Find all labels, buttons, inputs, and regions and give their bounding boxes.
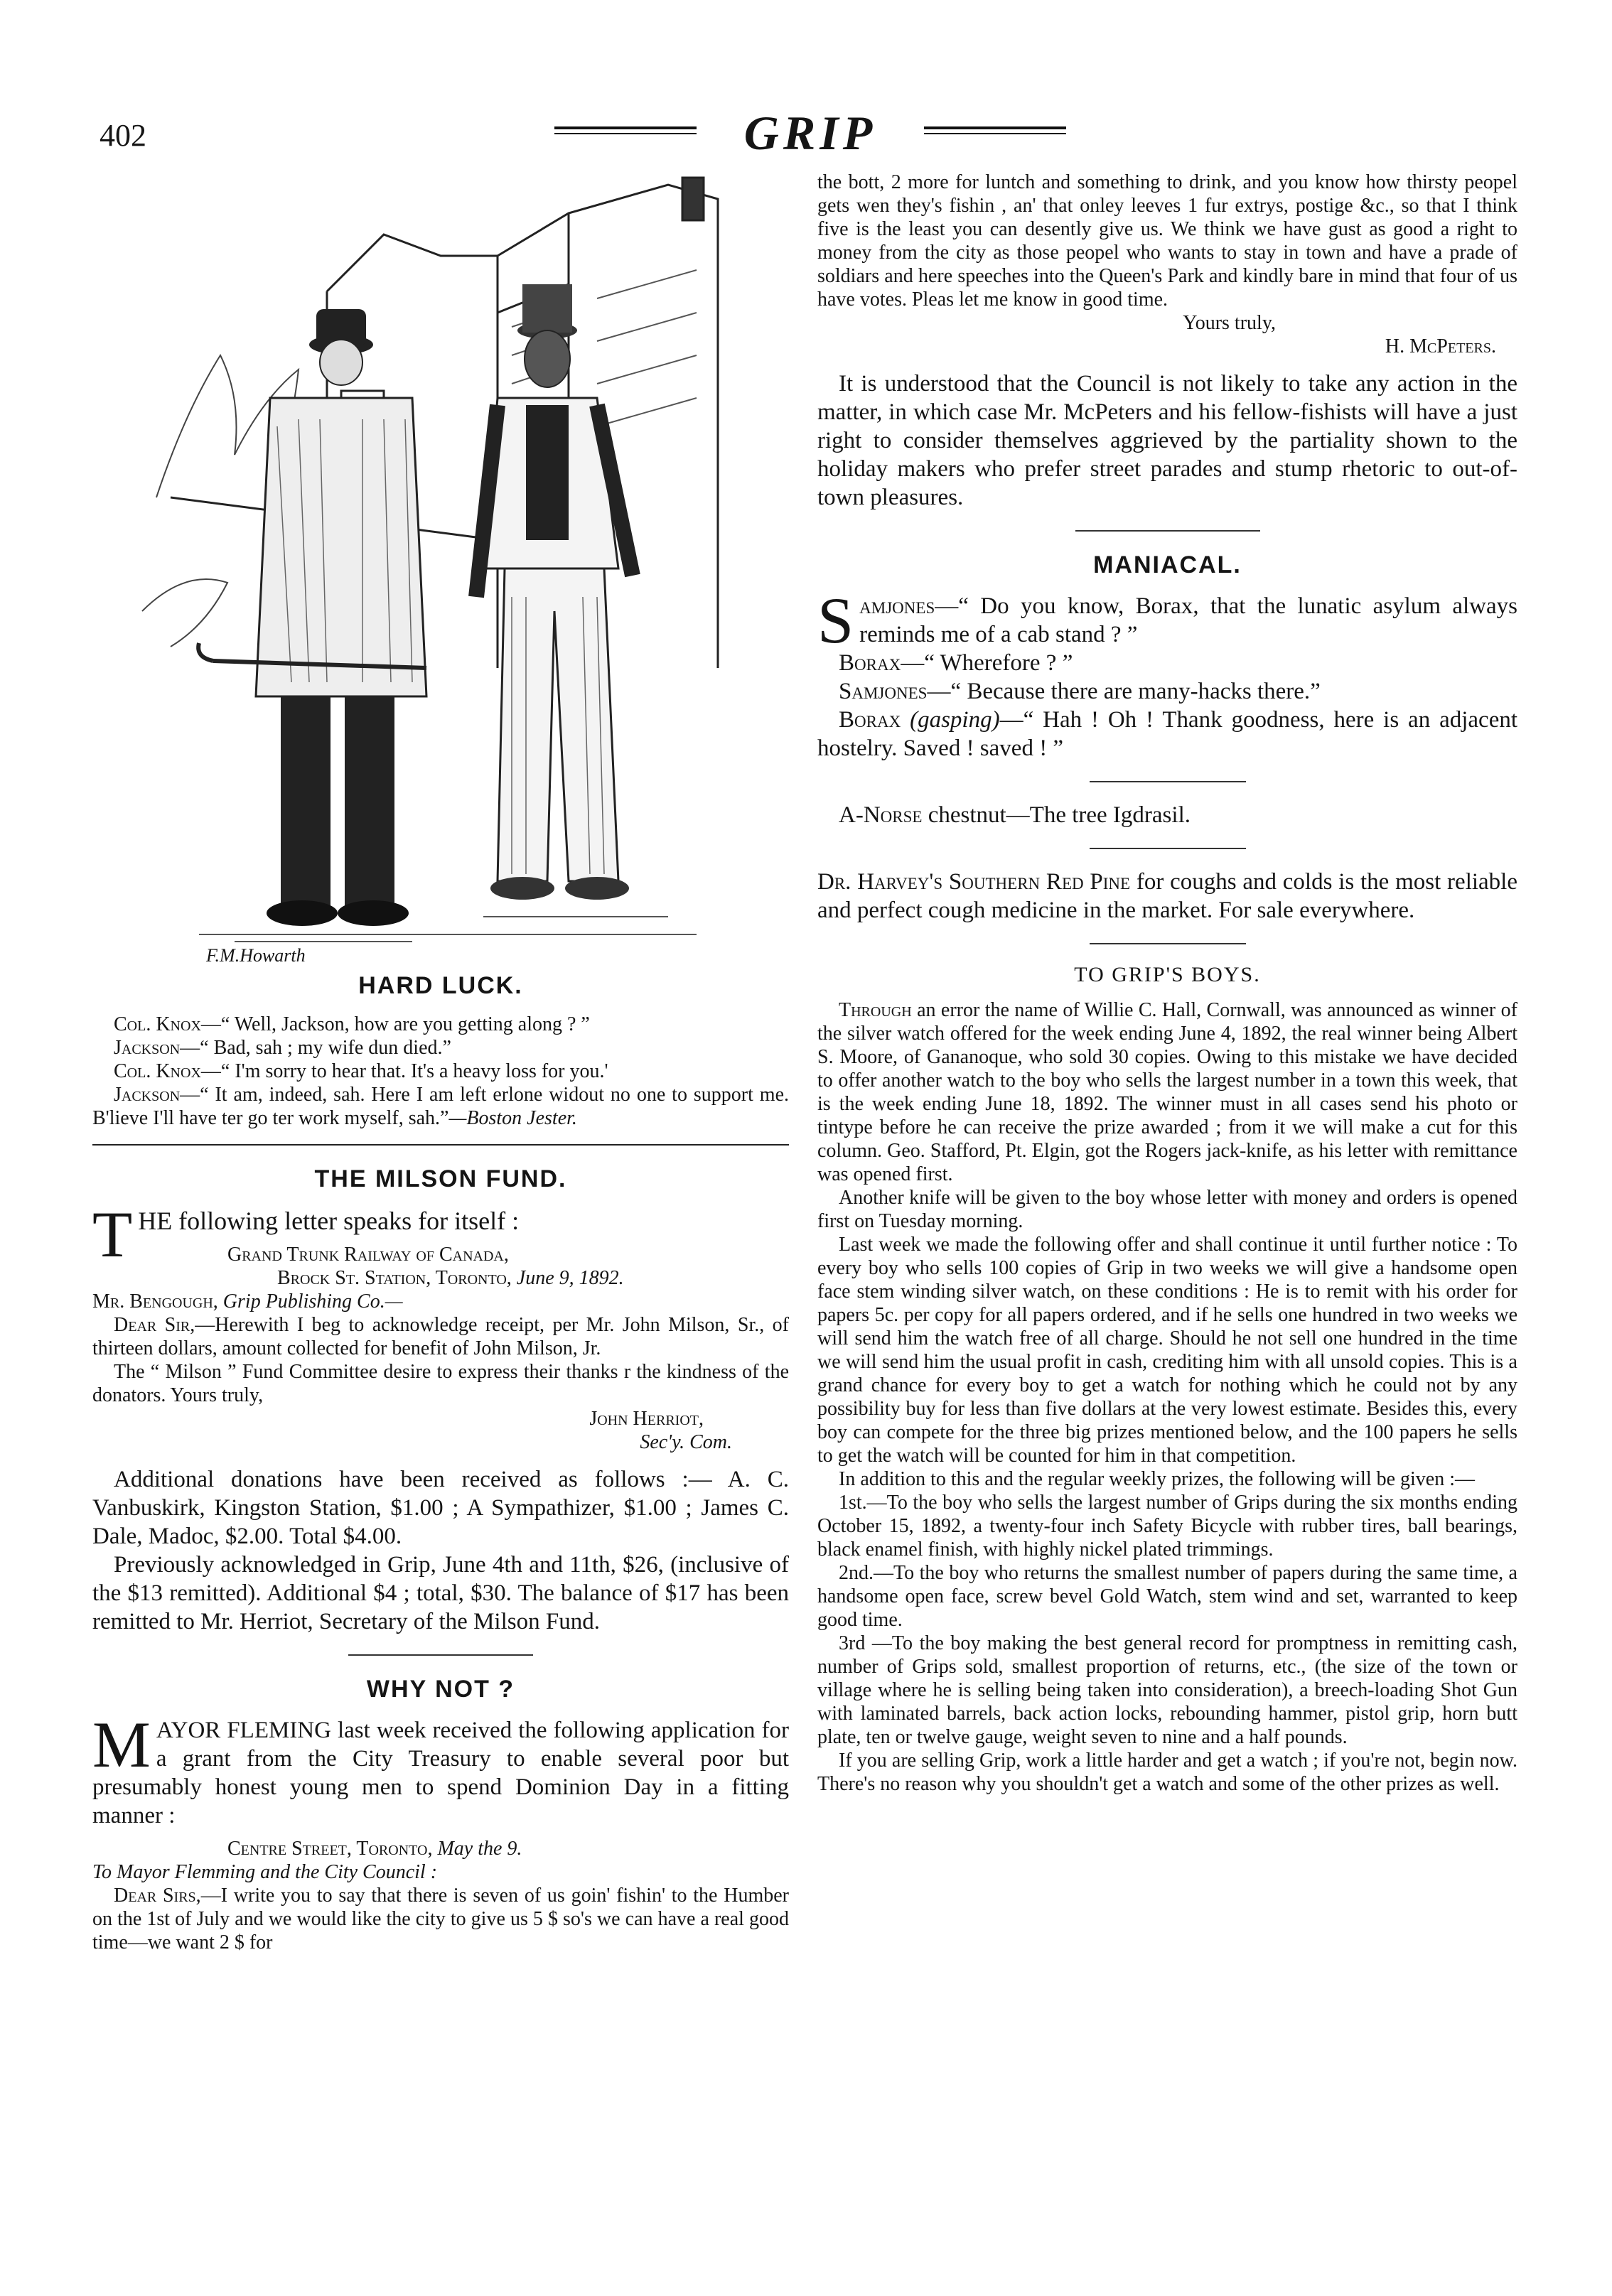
maniacal-heading: MANIACAL. <box>1093 551 1242 578</box>
quip-lead: A-Norse <box>839 802 923 828</box>
letter-text: the bott, 2 more for luntch and something to drink, and you know how thirsty peopel gets wen they's fishin , an' that onley leeves 1 fur extrys, postige &c., so that I think five is the least you can desently give us. We think we have gust as good a right to money from the city as those peopel who wants to stay in town and have a prade of soldiars and here speeches into the Queen's Park and kindly bare in mind that four of us have votes. Pleas let me know in good time. <box>817 171 1517 311</box>
dialogue-line <box>817 649 1517 677</box>
letter-date: May the 9. <box>437 1838 522 1860</box>
speaker: Borax <box>839 650 901 676</box>
section-separator <box>1075 530 1260 532</box>
ad-text: for coughs and colds is the most reliable and perfect cough medicine in the market. For sale everywhere. <box>817 869 1517 923</box>
section-separator <box>1090 848 1246 849</box>
dialogue-text: —“ Because there are many-hacks there.” <box>927 679 1321 704</box>
section-separator <box>348 1654 533 1656</box>
letter-signer: H. McPeters. <box>1385 335 1496 357</box>
letter-body <box>92 1884 789 1954</box>
body-paragraph: Another knife will be given to the boy whose letter with money and orders is opened first on Tuesday morning. <box>817 1187 1517 1232</box>
masthead-rule-left <box>554 126 697 134</box>
speaker: Jackson <box>114 1037 181 1059</box>
source-credit: —Boston Jester. <box>448 1107 577 1129</box>
letter-address-line <box>92 1266 789 1290</box>
section-separator <box>1090 781 1246 782</box>
grips-boys-heading: TO GRIP'S BOYS. <box>1074 963 1261 986</box>
masthead-title: GRIP <box>743 106 877 160</box>
body-paragraph: 1st.—To the boy who sells the largest number of Grips during the six months ending October 15, 1892, a twenty-four inch Safety Bicycle with rubber tires, ball bearings, black enamel finish, with highly nickel plated trimmings. <box>817 1492 1517 1561</box>
grips-boys-body <box>817 998 1517 1796</box>
norse-quip <box>817 801 1517 829</box>
advertisement <box>817 868 1517 925</box>
body-paragraph: In addition to this and the regular weekly prizes, the following will be given :— <box>839 1468 1476 1490</box>
quip-text: chestnut—The tree Igdrasil. <box>922 802 1191 828</box>
why-not-heading: WHY NOT ? <box>366 1676 515 1703</box>
letter-salutation <box>92 1290 789 1313</box>
dialogue-line <box>817 706 1517 762</box>
ad-lead: Dr. Harvey's Southern Red Pine <box>817 869 1131 895</box>
milson-fund-heading: THE MILSON FUND. <box>314 1165 567 1192</box>
stage-direction: (gasping) <box>910 707 1000 733</box>
dialogue-text: —“ Well, Jackson, how are you getting along ? ” <box>200 1013 590 1035</box>
letter-address: Grand Trunk Railway of Canada, <box>227 1244 509 1266</box>
dialogue-line <box>92 1013 789 1036</box>
speaker: Borax <box>839 707 901 733</box>
letter-address-line <box>92 1837 789 1860</box>
speaker: Col. Knox <box>114 1060 201 1082</box>
page-number: 402 <box>100 118 146 153</box>
letter-text: —Herewith I beg to acknowledge receipt, per Mr. John Milson, Sr., of thirteen dollars, amount collected for benefit of John Milson, Jr. <box>92 1314 789 1359</box>
letter-to-line: To Mayor Flemming and the City Council : <box>92 1861 438 1883</box>
speaker: Samjones <box>817 584 935 657</box>
milson-intro: THE following letter speaks for itself : <box>92 1198 520 1271</box>
why-not-letter-continued <box>817 171 1517 358</box>
letter-body <box>92 1313 789 1360</box>
illustration-signature: F.M.Howarth <box>206 945 306 966</box>
why-not-comment: It is understood that the Council is not likely to take any action in the matter, in which case Mr. McPeters and his fellow-fishists will have a just right to consider themselves aggrieved by the partiality shown to the holiday makers who prefer street parades and stump rhetoric to out-of-town pleasures. <box>817 371 1517 510</box>
section-separator <box>1090 943 1246 944</box>
letter-body: The “ Milson ” Fund Committee desire to express their thanks r the kindness of the donators. Yours truly, <box>92 1361 789 1406</box>
speaker: Jackson <box>114 1084 181 1106</box>
why-not-intro: MAYOR FLEMING last week received the following application for a grant from the City Treasury to enable several poor but presumably honest young men to spend Dominion Day in a fitting manner : <box>92 1708 789 1828</box>
letter-signer-title: Sec'y. Com. <box>640 1431 732 1453</box>
address-text: Centre Street, Toronto, <box>227 1838 438 1860</box>
letter-signer: John Herriot, <box>589 1408 704 1430</box>
milson-letter <box>92 1243 789 1454</box>
dialogue-text: —“ Bad, sah ; my wife dun died.” <box>180 1037 451 1059</box>
left-column <box>92 171 789 1954</box>
why-not-letter <box>92 1837 789 1954</box>
addressee: Mr. Bengough, <box>92 1290 223 1313</box>
address-text: Brock St. Station, Toronto, <box>277 1267 517 1289</box>
hard-luck-heading: HARD LUCK. <box>358 972 523 999</box>
dialogue-text: —“ It am, indeed, sah. Here I am left erlone widout no one to support me. B'lieve I'll have ter go ter work myself, sah.” <box>92 1084 789 1129</box>
right-column <box>817 171 1517 1796</box>
dialogue-text: —“ Do you know, Borax, that the lunatic asylum always reminds me of a cab stand ? ” <box>859 593 1517 647</box>
letter-date: June 9, 1892. <box>516 1267 624 1289</box>
section-rule <box>92 1144 789 1146</box>
donations-paragraph: Additional donations have been received as follows :— A. C. Vanbuskirk, Kingston Station, $1.00 ; A Sympathizer, $1.00 ; James C. Dale, Madoc, $2.00. Total $4.00. <box>92 1467 789 1549</box>
body-paragraph: 3rd —To the boy making the best general record for promptness in remitting cash, number of Grips sold, smallest proportion of returns, etc., (the size of the town or village where he is selling being taken into consideration), a breech-loading Shot Gun with laminated barrels, back action locks, rebounding hammer, pistol grip, horn butt plate, ten or twelve gauge, weight seven to nine and a half pounds. <box>817 1632 1517 1748</box>
dialogue-line <box>817 584 1517 657</box>
masthead-rule-right <box>924 126 1066 134</box>
masthead <box>554 99 1066 163</box>
body-paragraph: 2nd.—To the boy who returns the smallest number of papers during the same time, a handsome open face, screw bevel Gold Watch, stem wind and set, warranted to keep good time. <box>817 1562 1517 1631</box>
body-paragraph <box>817 998 1517 1186</box>
letter-closing: Yours truly, <box>1183 312 1276 334</box>
body-paragraph: If you are selling Grip, work a little harder and get a watch ; if you're not, begin now. There's no reason why you shouldn't get a watch and some of the other prizes as well. <box>817 1750 1517 1795</box>
letter-text: —I write you to say that there is seven of us goin' fishin' to the Humber on the 1st of July and we would like the city to give us 5 $ so's we can have a real good time—we want 2 $ for <box>92 1885 789 1953</box>
paragraph-lead: Through <box>839 999 912 1021</box>
previously-paragraph: Previously acknowledged in Grip, June 4th and 11th, $26, (inclusive of the $13 remitted). Additional $4 ; total, $30. The balance of $17 has been remitted to Mr. Herriot, Secretary of the Milson Fund. <box>92 1552 789 1634</box>
speaker: Samjones <box>839 679 928 704</box>
speaker: Col. Knox <box>114 1013 201 1035</box>
hard-luck-dialogue <box>92 1013 789 1130</box>
letter-lead: Dear Sir, <box>114 1314 195 1336</box>
dialogue-line <box>92 1060 789 1083</box>
dialogue-line <box>817 677 1517 706</box>
dialogue-text: —“ I'm sorry to hear that. It's a heavy loss for you.' <box>200 1060 608 1082</box>
addressee-org: Grip Publishing Co.— <box>222 1290 403 1313</box>
paragraph-text: an error the name of Willie C. Hall, Cornwall, was announced as winner of the silver watch offered for the week ending June 4, 1892, the real winner being Albert S. Moore, of Gananoque, who sold 30 copies. Owing to this mistake we have decided to offer another watch to the boy who sells the largest number in a town this week, that is the week ending June 18, 1892. The winner must in all cases send his photo or tintype before he can receive the prize awarded ; from it we will make a cut for this column. Geo. Stafford, Pt. Elgin, got the Rogers jack-knife, as his letter with remittance was opened first. <box>817 999 1517 1185</box>
dialogue-text: —“ Hah ! Oh ! Thank goodness, here is an adjacent hostelry. Saved ! saved ! ” <box>817 707 1518 761</box>
dialogue-text: —“ Wherefore ? ” <box>901 650 1073 676</box>
dialogue-line <box>92 1036 789 1060</box>
dialogue-line <box>92 1083 789 1130</box>
body-paragraph: Last week we made the following offer and shall continue it until further notice : To every boy who sells 100 copies of Grip in two weeks we will give a handsome open face stem winding silver watch, on these conditions : He is to remit with his order for papers 5c. per copy for all papers ordered, and if he sells one hundred in two weeks we will send him the watch free of all charge. Should he not sell one hundred in the time we will send him the usual profit in cash, crediting him with all unsold copies. This is a grand chance for every boy to get a watch for nothing which he could not by any possibility buy for less than five dollars at the very lowest estimate. Besides this, every boy can compete for the three big prizes mentioned below, and the 100 papers he sells to get the watch will be counted for him in that competition. <box>817 1234 1517 1467</box>
cartoon-illustration <box>128 171 753 952</box>
maniacal-dialogue <box>817 584 1518 762</box>
letter-lead: Dear Sirs, <box>114 1885 201 1907</box>
